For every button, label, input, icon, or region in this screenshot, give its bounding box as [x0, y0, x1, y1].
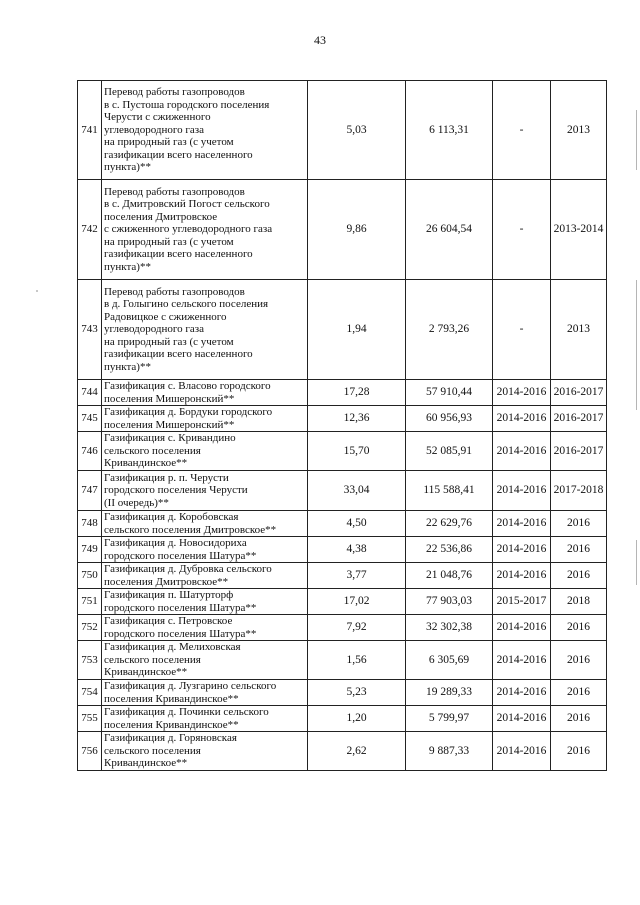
- object-name: Газификация д. Новосидориха городского поселения Шатура**: [102, 537, 308, 563]
- row-number: 745: [78, 406, 102, 432]
- object-name: Газификация д. Горяновская сельского поселения Кривандинское**: [102, 732, 308, 771]
- construction-period: 2016: [551, 537, 607, 563]
- object-name: Газификация п. Шатурторф городского поселения Шатура**: [102, 589, 308, 615]
- construction-period: 2013: [551, 81, 607, 180]
- object-name: Перевод работы газопроводов в с. Дмитровский Погост сельского поселения Дмитровское с сжиженного углеводородного газа на природный газ (с учетом газификации всего населенного пункта)**: [102, 180, 308, 280]
- design-period: 2014-2016: [493, 615, 551, 641]
- pipeline-length: 1,56: [308, 641, 406, 680]
- table-row: [78, 537, 607, 563]
- row-number: 750: [78, 563, 102, 589]
- scan-dot: [36, 290, 38, 292]
- cost-value: 52 085,91: [406, 432, 493, 471]
- row-number: 751: [78, 589, 102, 615]
- design-period: 2014-2016: [493, 537, 551, 563]
- design-period: -: [493, 280, 551, 380]
- cost-value: 22 629,76: [406, 511, 493, 537]
- cost-value: 77 903,03: [406, 589, 493, 615]
- cost-value: 2 793,26: [406, 280, 493, 380]
- table-row: [78, 432, 607, 471]
- object-name: Газификация д. Дубровка сельского поселения Дмитровское**: [102, 563, 308, 589]
- object-name: Газификация р. п. Черусти городского поселения Черусти (II очередь)**: [102, 471, 308, 511]
- construction-period: 2016: [551, 563, 607, 589]
- table-row: [78, 615, 607, 641]
- design-period: 2014-2016: [493, 732, 551, 771]
- pipeline-length: 3,77: [308, 563, 406, 589]
- construction-period: 2013: [551, 280, 607, 380]
- pipeline-length: 7,92: [308, 615, 406, 641]
- design-period: 2015-2017: [493, 589, 551, 615]
- design-period: 2014-2016: [493, 680, 551, 706]
- table-row: [78, 180, 607, 280]
- table-row: [78, 563, 607, 589]
- cost-value: 6 113,31: [406, 81, 493, 180]
- row-number: 746: [78, 432, 102, 471]
- object-name: Перевод работы газопроводов в с. Пустоша городского поселения Черусти с сжиженного углеводородного газа на природный газ (с учетом газификации всего населенного пункта)**: [102, 81, 308, 180]
- cost-value: 57 910,44: [406, 380, 493, 406]
- pipeline-length: 9,86: [308, 180, 406, 280]
- construction-period: 2016: [551, 615, 607, 641]
- design-period: 2014-2016: [493, 432, 551, 471]
- object-name: Газификация д. Лузгарино сельского поселения Кривандинское**: [102, 680, 308, 706]
- table-row: [78, 471, 607, 511]
- table-row: [78, 706, 607, 732]
- cost-value: 5 799,97: [406, 706, 493, 732]
- row-number: 752: [78, 615, 102, 641]
- cost-value: 32 302,38: [406, 615, 493, 641]
- pipeline-length: 33,04: [308, 471, 406, 511]
- object-name: Газификация с. Петровское городского поселения Шатура**: [102, 615, 308, 641]
- scan-edge-mark: [636, 540, 637, 585]
- table-row: [78, 81, 607, 180]
- pipeline-length: 17,02: [308, 589, 406, 615]
- cost-value: 9 887,33: [406, 732, 493, 771]
- pipeline-length: 4,50: [308, 511, 406, 537]
- object-name: Перевод работы газопроводов в д. Голыгино сельского поселения Радовицкое с сжиженного углеводородного газа на природный газ (с учетом газификации всего населенного пункта)**: [102, 280, 308, 380]
- construction-period: 2016: [551, 680, 607, 706]
- row-number: 747: [78, 471, 102, 511]
- construction-period: 2013-2014: [551, 180, 607, 280]
- object-name: Газификация д. Мелиховская сельского поселения Кривандинское**: [102, 641, 308, 680]
- object-name: Газификация с. Власово городского поселения Мишеронский**: [102, 380, 308, 406]
- design-period: 2014-2016: [493, 380, 551, 406]
- gasification-table: [77, 80, 607, 771]
- table-row: [78, 641, 607, 680]
- object-name: Газификация с. Кривандино сельского поселения Кривандинское**: [102, 432, 308, 471]
- object-name: Газификация д. Коробовская сельского поселения Дмитровское**: [102, 511, 308, 537]
- construction-period: 2016-2017: [551, 432, 607, 471]
- row-number: 756: [78, 732, 102, 771]
- table-row: [78, 511, 607, 537]
- row-number: 741: [78, 81, 102, 180]
- table-row: [78, 680, 607, 706]
- table-row: [78, 280, 607, 380]
- page-number: 43: [314, 33, 326, 47]
- row-number: 755: [78, 706, 102, 732]
- table-row: [78, 406, 607, 432]
- design-period: 2014-2016: [493, 511, 551, 537]
- design-period: -: [493, 180, 551, 280]
- pipeline-length: 5,23: [308, 680, 406, 706]
- table-row: [78, 380, 607, 406]
- row-number: 748: [78, 511, 102, 537]
- object-name: Газификация д. Бордуки городского поселения Мишеронский**: [102, 406, 308, 432]
- pipeline-length: 4,38: [308, 537, 406, 563]
- construction-period: 2016: [551, 732, 607, 771]
- pipeline-length: 5,03: [308, 81, 406, 180]
- scan-edge-mark: [636, 110, 637, 170]
- pipeline-length: 2,62: [308, 732, 406, 771]
- design-period: 2014-2016: [493, 641, 551, 680]
- cost-value: 6 305,69: [406, 641, 493, 680]
- row-number: 754: [78, 680, 102, 706]
- construction-period: 2017-2018: [551, 471, 607, 511]
- row-number: 743: [78, 280, 102, 380]
- row-number: 753: [78, 641, 102, 680]
- construction-period: 2016: [551, 641, 607, 680]
- design-period: 2014-2016: [493, 563, 551, 589]
- cost-value: 19 289,33: [406, 680, 493, 706]
- design-period: 2014-2016: [493, 471, 551, 511]
- construction-period: 2018: [551, 589, 607, 615]
- pipeline-length: 1,20: [308, 706, 406, 732]
- scan-edge-mark: [636, 280, 637, 410]
- table-row: [78, 732, 607, 771]
- cost-value: 26 604,54: [406, 180, 493, 280]
- design-period: -: [493, 81, 551, 180]
- cost-value: 115 588,41: [406, 471, 493, 511]
- design-period: 2014-2016: [493, 406, 551, 432]
- table-body: [78, 81, 607, 771]
- pipeline-length: 12,36: [308, 406, 406, 432]
- row-number: 742: [78, 180, 102, 280]
- row-number: 744: [78, 380, 102, 406]
- cost-value: 60 956,93: [406, 406, 493, 432]
- pipeline-length: 15,70: [308, 432, 406, 471]
- object-name: Газификация д. Починки сельского поселения Кривандинское**: [102, 706, 308, 732]
- construction-period: 2016: [551, 706, 607, 732]
- cost-value: 22 536,86: [406, 537, 493, 563]
- row-number: 749: [78, 537, 102, 563]
- construction-period: 2016-2017: [551, 406, 607, 432]
- cost-value: 21 048,76: [406, 563, 493, 589]
- pipeline-length: 1,94: [308, 280, 406, 380]
- construction-period: 2016: [551, 511, 607, 537]
- table-row: [78, 589, 607, 615]
- construction-period: 2016-2017: [551, 380, 607, 406]
- pipeline-length: 17,28: [308, 380, 406, 406]
- design-period: 2014-2016: [493, 706, 551, 732]
